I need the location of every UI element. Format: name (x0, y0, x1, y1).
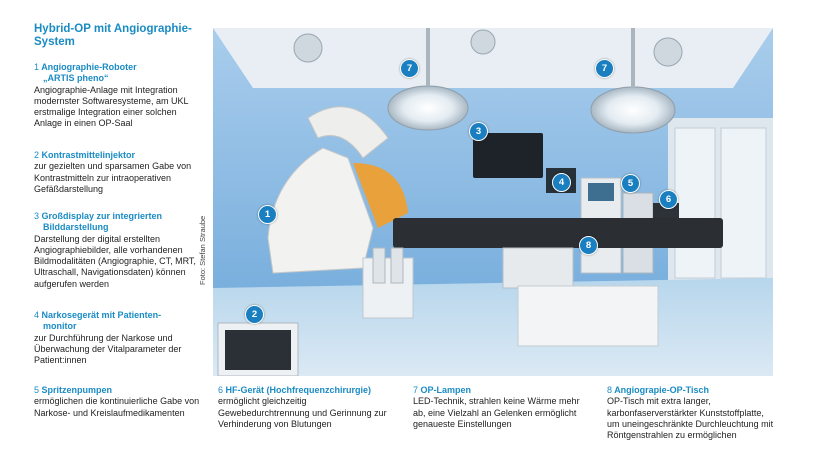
legend-body: Darstellung der digital erstellten Angiographiebilder, alle vorhandenen Bildmodalitäten (Angiographie, CT, MRT, Ultraschall, Navigationsdaten) können aufgerufen werden (34, 233, 196, 289)
legend-number: 2 (34, 150, 40, 160)
legend-heading: Großdisplay zur integrierten (41, 211, 163, 221)
legend-item-7 (413, 385, 591, 430)
operating-room-illustration (213, 28, 773, 376)
legend-number: 3 (34, 211, 40, 221)
legend-body: zur gezielten und sparsamen Gabe von Kontrastmitteln zur intraoperativen Gefäßdarstellung (34, 161, 192, 194)
legend-heading-line2: monitor (43, 321, 77, 332)
photo-marker-6: 6 (659, 190, 678, 209)
legend-body: Angiographie-Anlage mit Integration modernster Softwaresysteme, am UKL erstmalige Integration einer solchen Anlage in einen OP-Saal (34, 84, 189, 129)
legend-item-4 (34, 310, 206, 366)
photo-credit: Foto: Stefan Straube (198, 215, 207, 285)
page-title: Hybrid-OP mit Angiographie-System (34, 23, 192, 48)
photo-marker-3: 3 (469, 122, 488, 141)
legend-number: 8 (607, 385, 613, 395)
legend-heading: Angiographie-Roboter (41, 62, 137, 72)
legend-body: ermöglichen die kontinuierliche Gabe von Narkose- und Kreislaufmedikamenten (34, 396, 200, 418)
legend-item-8 (607, 385, 777, 441)
legend-body: ermöglicht gleichzeitig Gewebedurchtrennung und Gerinnung zur Verhinderung von Blutungen (218, 396, 387, 429)
operating-room-photo (213, 28, 773, 376)
legend-number: 1 (34, 62, 40, 72)
legend-heading: Kontrastmittelinjektor (41, 150, 136, 160)
legend-number: 6 (218, 385, 224, 395)
legend-heading: Narkosegerät mit Patienten- (41, 310, 162, 320)
photo-marker-7-left: 7 (400, 59, 419, 78)
photo-marker-7-right: 7 (595, 59, 614, 78)
legend-item-6 (218, 385, 396, 430)
legend-heading: OP-Lampen (420, 385, 472, 395)
legend-body: OP-Tisch mit extra langer, karbonfaserverstärkter Kunststoffplatte, um uneingeschränkte Durchleuchtung mit Röntgenstrahlen zu ermöglichen (607, 396, 774, 441)
legend-heading: Angiograpie-OP-Tisch (614, 385, 710, 395)
legend-heading: HF-Gerät (Hochfrequenzchirurgie) (225, 385, 372, 395)
photo-marker-1: 1 (258, 205, 277, 224)
legend-item-5 (34, 385, 206, 419)
legend-item-3 (34, 211, 206, 290)
legend-body: zur Durchführung der Narkose und Überwachung der Vitalparameter der Patient:innen (34, 332, 182, 366)
photo-marker-5: 5 (621, 174, 640, 193)
photo-marker-8: 8 (579, 236, 598, 255)
legend-heading: Spritzenpumpen (41, 385, 113, 395)
legend-number: 7 (413, 385, 419, 395)
legend-number: 5 (34, 385, 40, 395)
legend-heading-line2: „ARTIS pheno“ (43, 73, 109, 84)
legend-body: LED-Technik, strahlen keine Wärme mehr ab, eine Vielzahl an Gelenken ermöglicht genaueste Einstellungen (413, 396, 580, 429)
photo-marker-2: 2 (245, 305, 264, 324)
legend-item-1 (34, 62, 206, 130)
photo-marker-4: 4 (552, 173, 571, 192)
legend-item-2 (34, 150, 206, 195)
legend-heading-line2: Bilddarstellung (43, 222, 109, 233)
legend-number: 4 (34, 310, 40, 320)
